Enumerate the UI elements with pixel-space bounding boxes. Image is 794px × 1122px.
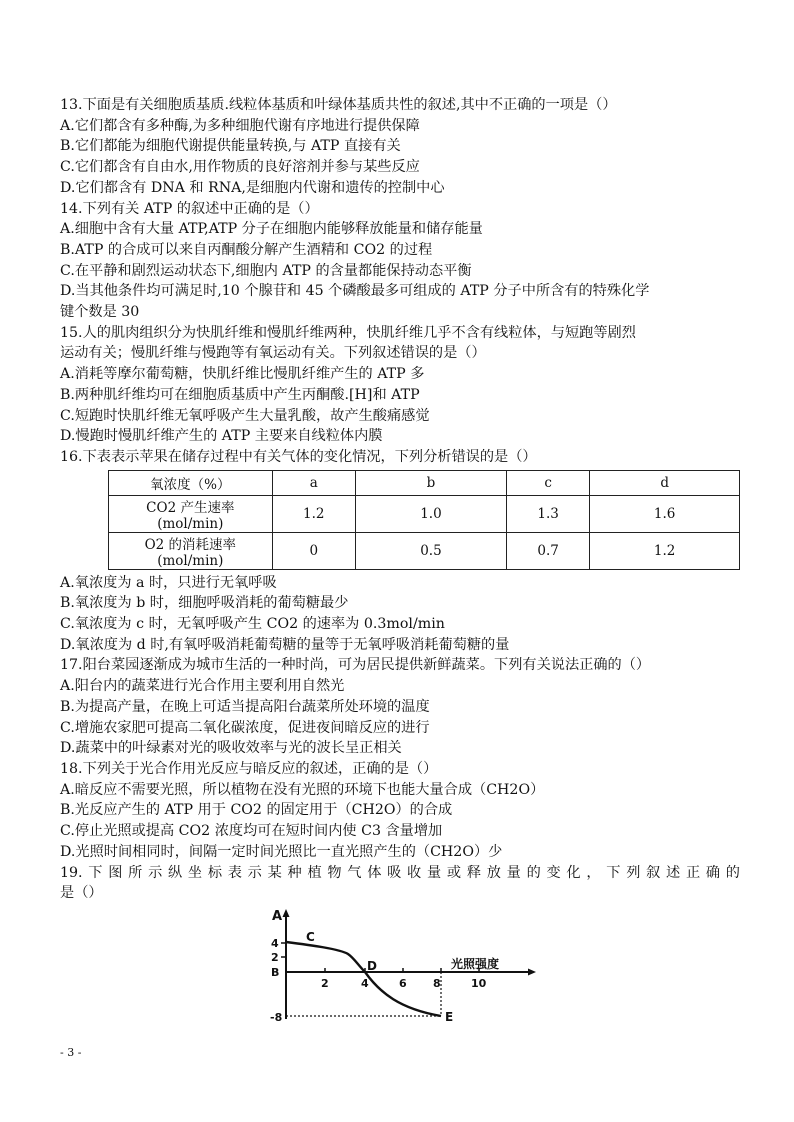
q17-option-a: A.阳台内的蔬菜进行光合作用主要利用自然光 [60, 678, 345, 695]
q13-option-b: B.它们都能为细胞代谢提供能量转换,与 ATP 直接有关 [60, 138, 401, 155]
x-tick-label: 6 [399, 977, 407, 990]
q18-option-b: B.光反应产生的 ATP 用于 CO2 的固定用于（CH2O）的合成 [60, 802, 453, 819]
x-tick-label: 8 [433, 977, 441, 990]
q15-option-c: C.短跑时快肌纤维无氧呼吸产生大量乳酸，故产生酸痛感觉 [60, 407, 430, 424]
q14-option-c: C.在平静和剧烈运动状态下,细胞内 ATP 的含量都能保持动态平衡 [60, 262, 472, 279]
table-cell: 1.3 [507, 495, 590, 532]
table-cell: 1.2 [590, 532, 740, 569]
question-content [60, 95, 740, 904]
point-e-label: E [445, 1010, 454, 1024]
table-header-cell: d [590, 470, 740, 495]
q15-option-a: A.消耗等摩尔葡萄糖，快肌纤维比慢肌纤维产生的 ATP 多 [60, 366, 425, 383]
q14-option-a: A.细胞中含有大量 ATP,ATP 分子在细胞内能够释放能量和储存能量 [60, 221, 483, 238]
x-axis-arrow [528, 969, 536, 976]
q19-stem-line1: 19.下图所示纵坐标表示某种植物气体吸收量或释放量的变化，下列叙述正确的 [60, 864, 740, 881]
q18-option-d: D.光照时间相同时，间隔一定时间光照比一直光照产生的（CH2O）少 [60, 843, 503, 860]
q13-stem: 13.下面是有关细胞质基质.线粒体基质和叶绿体基质共性的叙述,其中不正确的一项是（） [60, 97, 617, 113]
table-header-row [109, 470, 740, 495]
q18-stem: 18.下列关于光合作用光反应与暗反应的叙述，正确的是（） [60, 760, 438, 777]
q17-option-d: D.蔬菜中的叶绿素对光的吸收效率与光的波长呈正相关 [60, 740, 402, 757]
table-row [109, 495, 740, 532]
q16-option-c: C.氧浓度为 c 时，无氧呼吸产生 CO2 的速率为 0.3mol/min [60, 616, 445, 633]
q15-option-d: D.慢跑时慢肌纤维产生的 ATP 主要来自线粒体内膜 [60, 428, 383, 445]
q19-stem-line2: 是（） [60, 885, 103, 902]
q17-option-c: C.增施农家肥可提高二氧化碳浓度，促进夜间暗反应的进行 [60, 719, 430, 736]
page-number: - 3 - [60, 1046, 82, 1059]
x-tick-label: 4 [361, 977, 369, 990]
q14-option-b: B.ATP 的合成可以来自丙酮酸分解产生酒精和 CO2 的过程 [60, 241, 433, 258]
point-d-label: D [367, 959, 377, 973]
table-cell: 1.0 [355, 495, 506, 532]
table-header-cell: 氧浓度（%） [109, 470, 273, 495]
q18-option-a: A.暗反应不需要光照，所以植物在没有光照的环境下也能大量合成（CH2O） [60, 781, 545, 798]
q17-option-b: B.为提高产量，在晚上可适当提高阳台蔬菜所处环境的温度 [60, 698, 430, 715]
y-tick-label: B [271, 966, 280, 979]
x-axis-label: 光照强度 [451, 957, 500, 971]
y-axis-arrow [283, 909, 290, 917]
table-cell: O2 的消耗速率(mol/min) [109, 532, 273, 569]
table-cell: CO2 产生速率(mol/min) [109, 495, 273, 532]
q17-stem: 17.阳台菜园逐渐成为城市生活的一种时尚，可为居民提供新鲜蔬菜。下列有关说法正确的（） [60, 657, 651, 674]
q15-option-b: B.两种肌纤维均可在细胞质基质中产生丙酮酸.[H]和 ATP [60, 386, 420, 403]
q16-stem: 16.下表表示苹果在储存过程中有关气体的变化情况，下列分析错误的是（） [60, 448, 537, 465]
q13-option-c: C.它们都含有自由水,用作物质的良好溶剂并参与某些反应 [60, 159, 420, 176]
x-tick-label: 10 [471, 977, 487, 990]
gas-exchange-curve-figure [270, 905, 540, 1025]
table-header-cell: c [507, 470, 590, 495]
table-header-cell: a [272, 470, 355, 495]
x-tick-label: 2 [321, 977, 329, 990]
y-tick-label: 4 [271, 937, 279, 950]
point-c-label: C [306, 930, 315, 944]
y-tick-label: -8 [270, 1011, 283, 1024]
y-tick-label: 2 [271, 951, 279, 964]
table-header-cell: b [355, 470, 506, 495]
q14-stem: 14.下列有关 ATP 的叙述中正确的是（） [60, 200, 319, 217]
q18-option-c: C.停止光照或提高 CO2 浓度均可在短时间内使 C3 含量增加 [60, 823, 443, 840]
table-row [109, 532, 740, 569]
table-cell: 1.2 [272, 495, 355, 532]
table-cell: 0 [272, 532, 355, 569]
table-cell: 1.6 [590, 495, 740, 532]
q16-option-a: A.氧浓度为 a 时，只进行无氧呼吸 [60, 574, 277, 591]
table-cell: 0.7 [507, 532, 590, 569]
y-axis-letter: A [272, 909, 283, 924]
q16-option-d: D.氧浓度为 d 时,有氧呼吸消耗葡萄糖的量等于无氧呼吸消耗葡萄糖的量 [60, 636, 510, 653]
q15-stem-line2: 运动有关；慢肌纤维与慢跑等有氧运动有关。下列叙述错误的是（） [60, 345, 486, 362]
gas-change-table [108, 470, 740, 570]
q13-option-d: D.它们都含有 DNA 和 RNA,是细胞内代谢和遗传的控制中心 [60, 179, 445, 196]
q16-option-b: B.氧浓度为 b 时，细胞呼吸消耗的葡萄糖最少 [60, 595, 349, 612]
q14-option-d-line1: D.当其他条件均可满足时,10 个腺苷和 45 个磷酸最多可组成的 ATP 分子中所含有的特殊化学 [60, 283, 650, 300]
table-cell: 0.5 [355, 532, 506, 569]
q14-option-d-line2: 键个数是 30 [60, 304, 140, 321]
q15-stem-line1: 15.人的肌肉组织分为快肌纤维和慢肌纤维两种，快肌纤维几乎不含有线粒体，与短跑等剧烈 [60, 324, 636, 341]
q13-option-a: A.它们都含有多种酶,为多种细胞代谢有序地进行提供保障 [60, 117, 420, 134]
